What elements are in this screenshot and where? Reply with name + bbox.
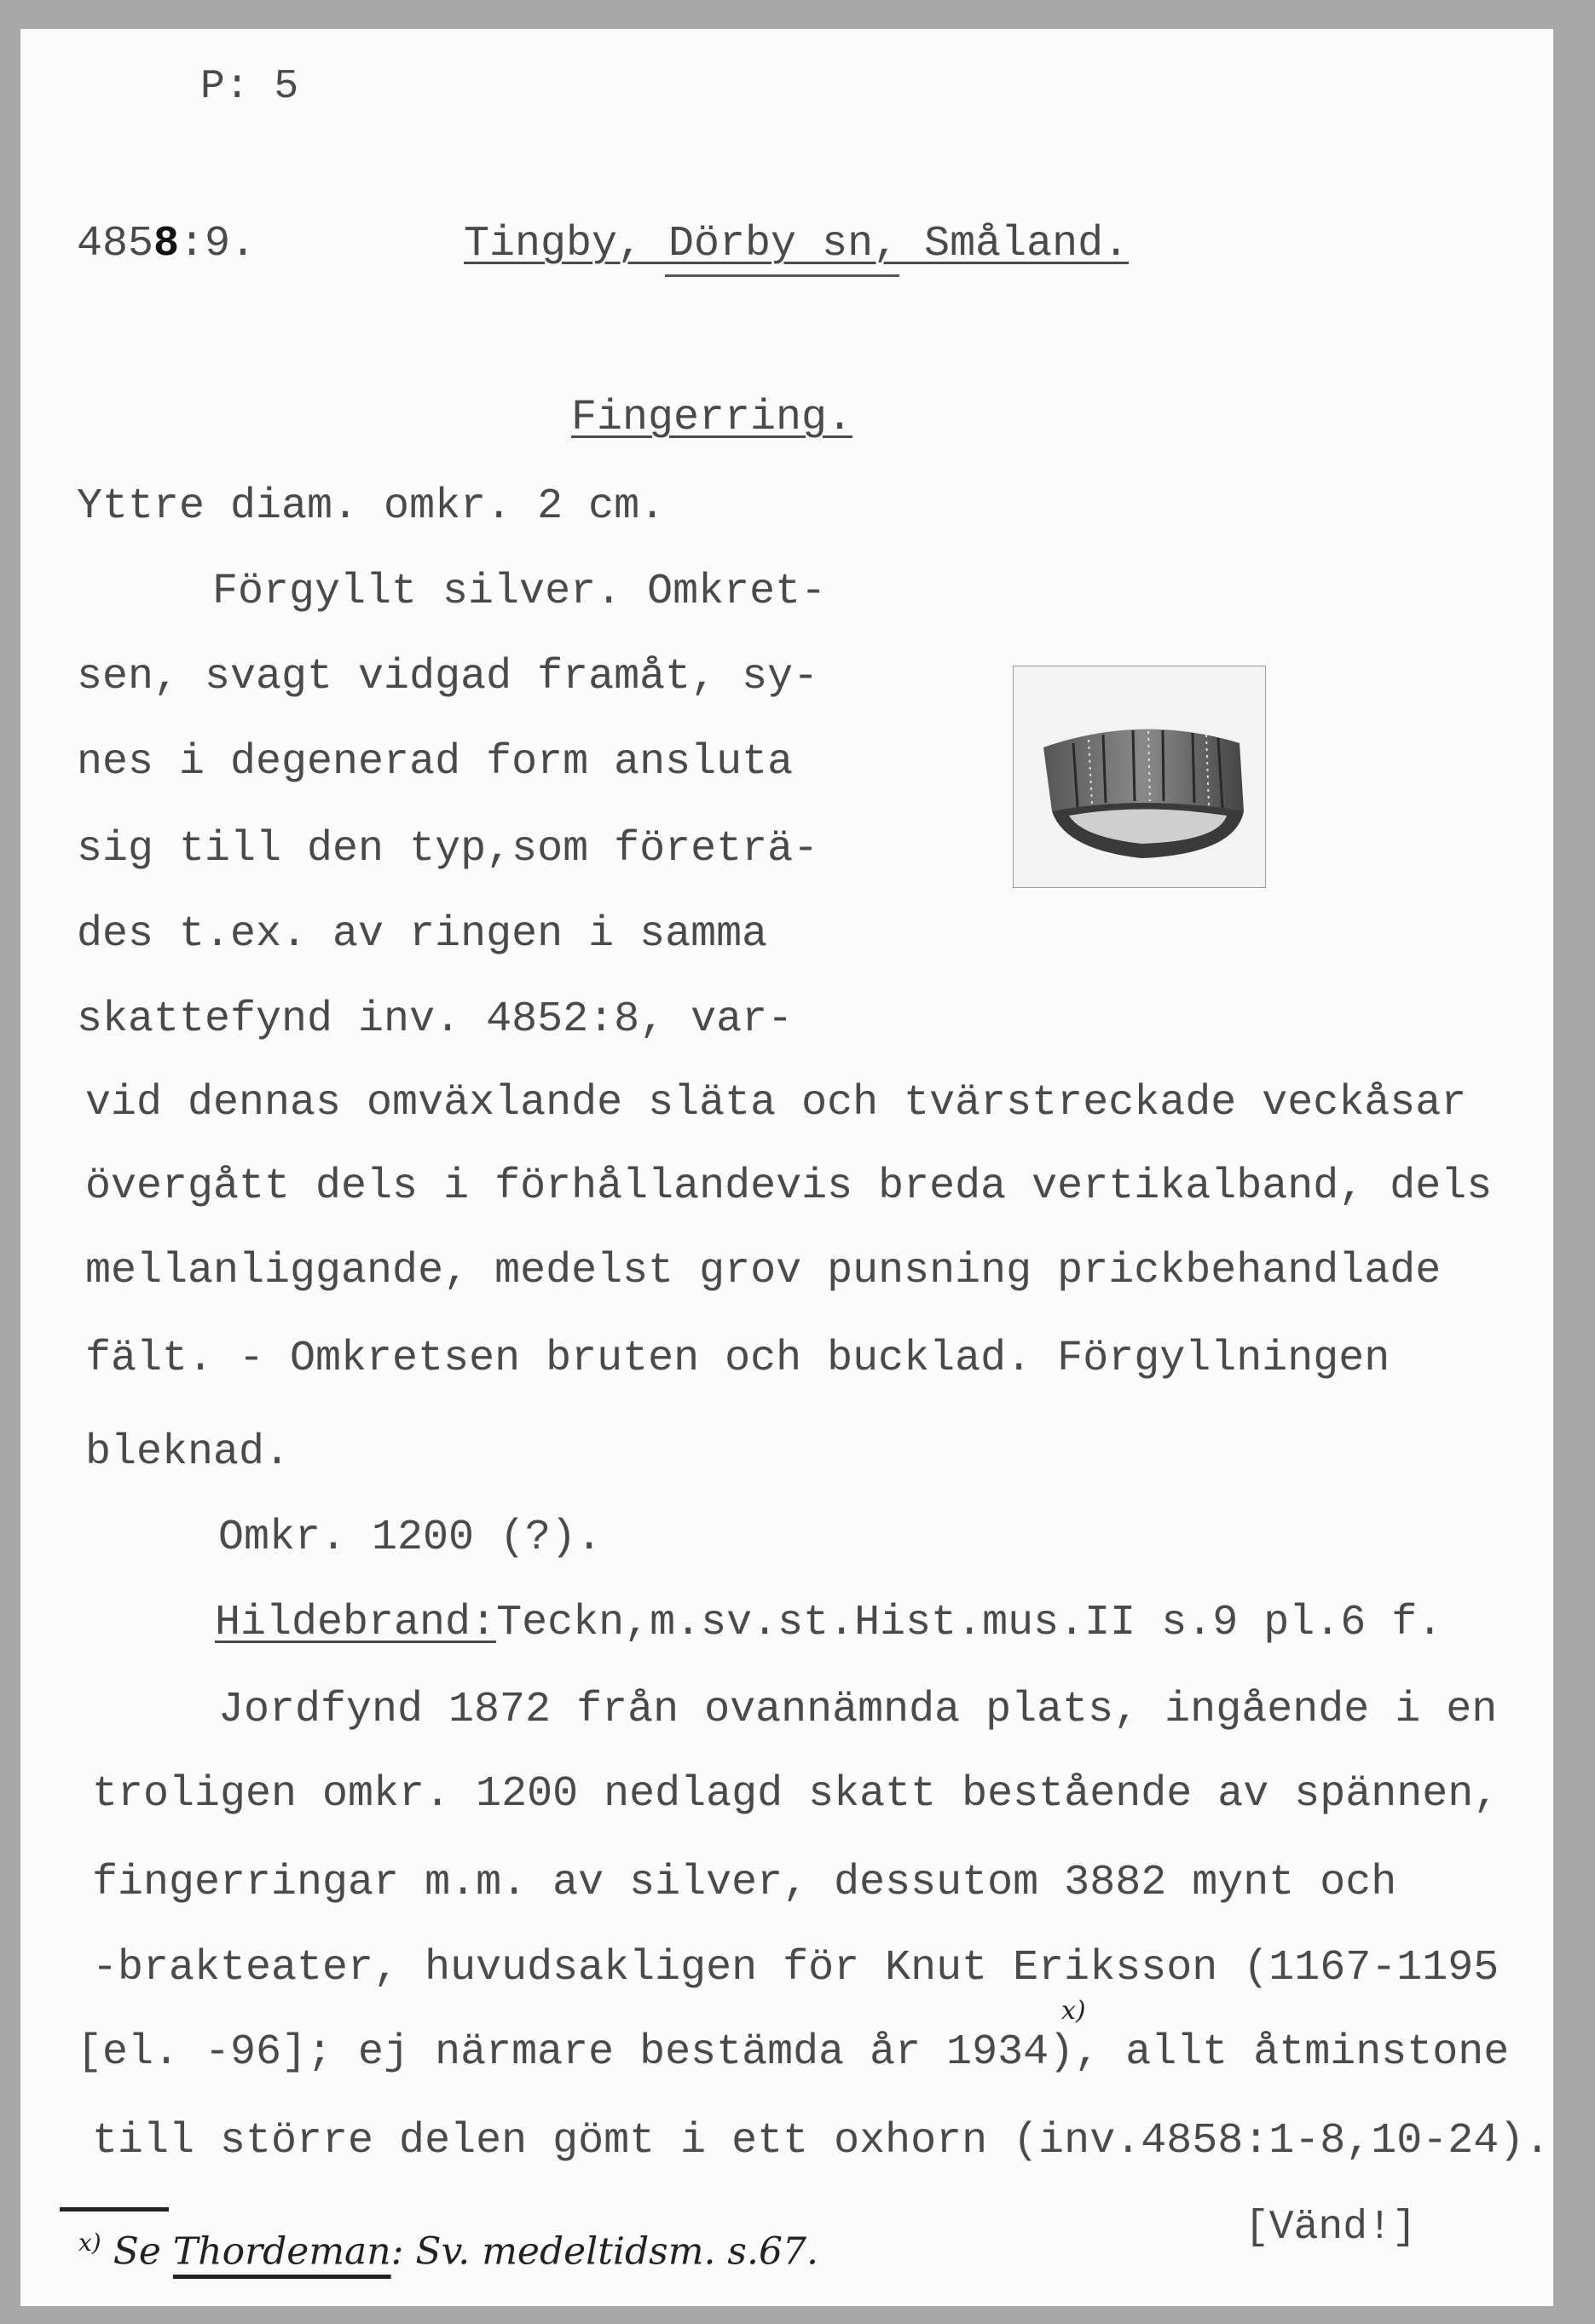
text-line: övergått dels i förhållandevis breda vertikalband, dels [85,1162,1493,1211]
footnote-rule [60,2207,169,2212]
text-line: nes i degenerad form ansluta [77,738,794,787]
footnote-mark: x) [78,2229,101,2257]
inventory-number [77,220,257,268]
text-line: mellanliggande, medelst grov punsning prickbehandlade [85,1247,1442,1295]
text-line: des t.ex. av ringen i samma [77,910,768,959]
inventory-corrected-digit: 8 [153,220,180,268]
text-line: bleknad. [85,1428,291,1477]
text-line: skattefynd inv. 4852:8, var- [77,995,794,1044]
inventory-suffix: :9. [179,220,257,268]
text-line: [el. -96]; ej närmare bestämda år 1934), allt åtminstone [77,2028,1510,2077]
turn-note: [Vänd!] [1245,2205,1417,2251]
ring-photo [1013,666,1266,888]
location: Tingby, Dörby sn, Småland. [464,220,1130,268]
footnote [78,2229,818,2274]
text-line: -brakteater, huvudsakligen för Knut Eriksson (1167-1195 [92,1944,1500,1992]
text-line: fingerringar m.m. av silver, dessutom 3882 mynt och [92,1859,1397,1907]
handwritten-underline [665,274,899,277]
footnote-prefix: Se [113,2229,161,2274]
text-line: sen, svagt vidgad framåt, sy- [77,653,819,701]
ring-image [1014,666,1265,887]
text-line: Förgyllt silver. Omkret- [212,568,827,616]
footnote-author: Thordeman [172,2229,391,2274]
text-line: sig till den typ,som företrä- [77,825,819,874]
text-line: Jordfynd 1872 från ovannämnda plats, ingående i en [218,1686,1498,1734]
text-line: troligen omkr. 1200 nedlagd skatt bestående av spännen, [92,1770,1500,1819]
text-line: Yttre diam. omkr. 2 cm. [77,482,666,531]
object-title: Fingerring. [571,394,853,442]
footnote-rest: : Sv. medeltidsm. s.67. [390,2229,818,2274]
footnote-ref-mark: x) [1061,1996,1086,2026]
dating: Omkr. 1200 (?). [218,1514,603,1562]
reference-text: Teckn,m.sv.st.Hist.mus.II s.9 pl.6 f. [496,1599,1443,1647]
inventory-prefix: 485 [77,220,154,268]
text-line: fält. - Omkretsen bruten och bucklad. Förgyllningen [85,1335,1390,1383]
reference-author: Hildebrand: [215,1599,497,1647]
shelf-mark: P: 5 [200,64,299,110]
text-line: till större delen gömt i ett oxhorn (inv.4858:1-8,10-24). [92,2117,1551,2165]
text-line: vid dennas omväxlande släta och tvärstreckade veckåsar [85,1079,1467,1127]
reference-line [215,1599,1443,1647]
